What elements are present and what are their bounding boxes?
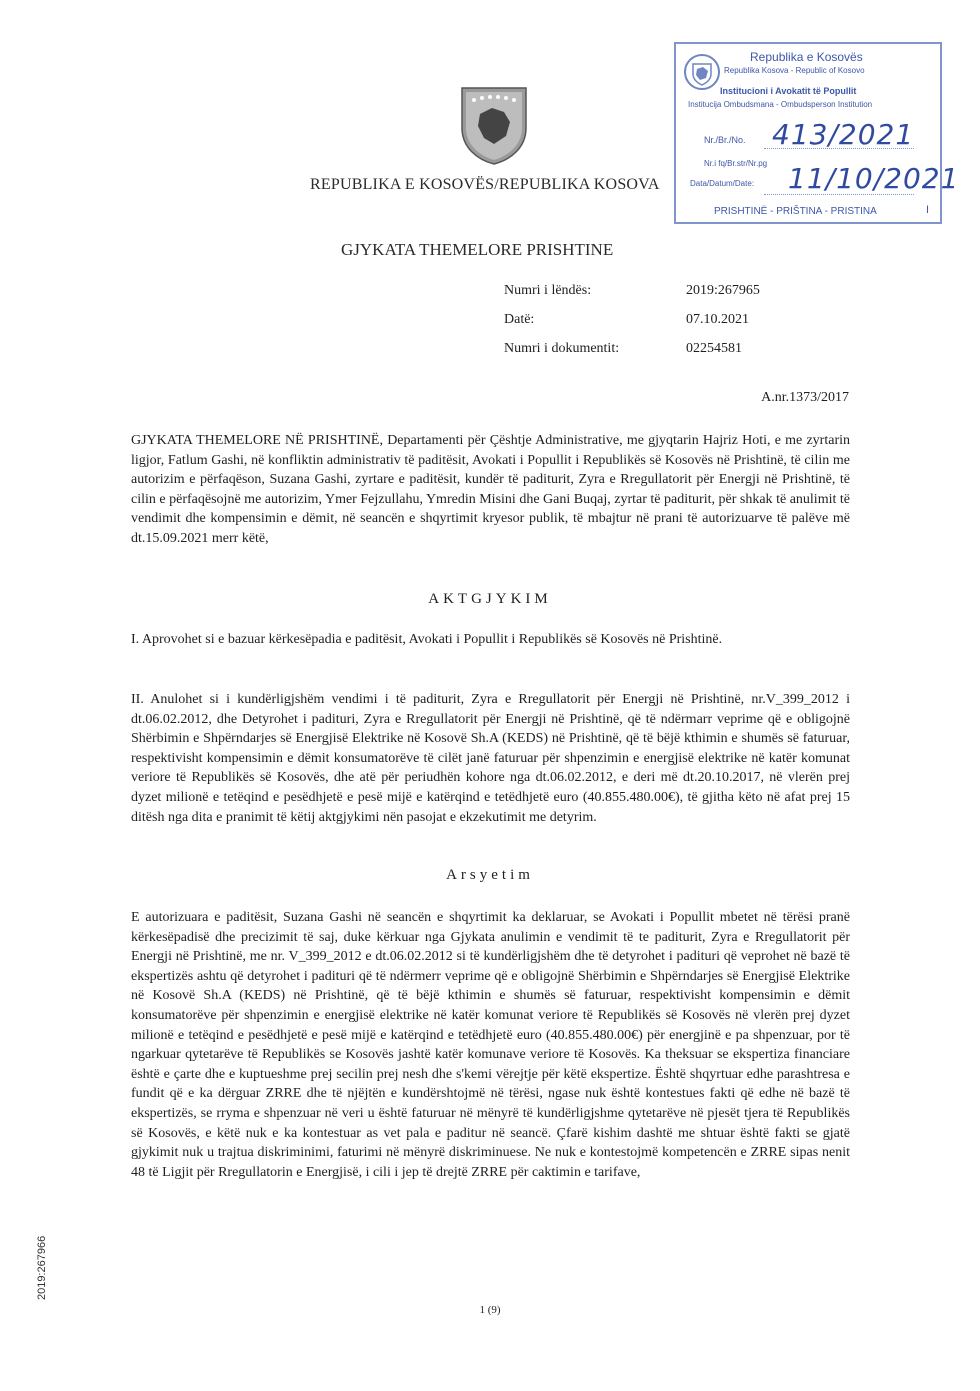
case-meta-value: 02254581 <box>686 341 742 356</box>
stamp-ref-label: Nr.i fq/Br.str/Nr.pg <box>704 159 768 168</box>
stamp-republic-sub: Republika Kosova - Republic of Kosovo <box>724 66 865 75</box>
stamp-nr-label: Nr./Br./No. <box>704 135 746 145</box>
ruling-paragraph-1: I. Aprovohet si e bazuar kërkesëpadia e paditësit, Avokati i Popullit i Republikës së Kosovës në Prishtinë. <box>131 632 723 647</box>
case-meta-label: Datë: <box>504 312 535 327</box>
ombudsperson-stamp <box>674 42 960 224</box>
side-document-number: 2019:267966 <box>36 1235 48 1300</box>
case-meta-value: 2019:267965 <box>686 283 760 298</box>
ruling-paragraph-2: II. Anulohet si i kundërligjshëm vendimi i të paditurit, Zyra e Rregullatorit për Energji në Prishtinë, nr.V_399_2012 i dt.06.02.2012, dhe Detyrohet i padituri, Zyra e Rregullatorit për Energji në Prishtinë, që të ndërmarr veprime që e obligojnë Shërbimin e Shpërndarjes së Energjisë Elektrike në Kosovë Sh.A (KEDS) në Prishtinë, që të bëjë kthimin e shumës së faturuar, respektivisht kompensimin e dëmit konsumatorëve të cilët janë faturuar për shpenzimin e energjisë elektrike në katër komunat veriore të Republikës së Kosovës, dhe atë për periudhën kohore nga dt.06.02.2012, e deri më dt.20.10.2017, në vlerën prej dyzet milionë e tetëqind e pesëdhjetë e pesë mijë e katërqind e tetëdhjetë euro (40.855.480.00€), të gjitha këto në afat prej 15 ditësh nga dita e pranimit të këtij aktgjykimi nën pasojat e ekzekutimit me detyrim. <box>131 692 850 825</box>
stamp-emblem-icon <box>682 52 722 92</box>
stamp-nr-value: 413/2021 <box>772 118 915 151</box>
stamp-date-value: 11/10/2021 <box>788 162 960 195</box>
republic-title: REPUBLIKA E KOSOVËS/REPUBLIKA KOSOVA <box>310 176 660 193</box>
stamp-republic: Republika e Kosovës <box>750 50 863 64</box>
case-meta-value: 07.10.2021 <box>686 312 749 327</box>
kosovo-emblem-icon <box>458 84 530 166</box>
court-title: GJYKATA THEMELORE PRISHTINE <box>341 240 614 259</box>
stamp-divider <box>764 194 914 195</box>
case-meta-label: Numri i lëndës: <box>504 283 592 298</box>
stamp-city: PRISHTINË - PRIŠTINA - PRISTINA <box>714 206 877 217</box>
reasoning-paragraph: E autorizuara e paditësit, Suzana Gashi në seancën e shqyrtimit ka deklaruar, se Avokati i Popullit mbetet në tërësi pranë kërkesëpadisë dhe precizimit të saj, duke kërkuar nga Gjykata anulimin e vendimit të te paditurit, Zyra e Rregullatorit për Energji në Prishtinë, me nr. V_399_2012 e dt.06.02.2012 si të kundërligjshëm dhe të detyrohet i padituri që veprohet në bazë të ekspertizës ashtu që detyrohet i padituri që të ndërmerr veprime që e obligojnë Shërbimin e Shpërndarjes së Energjisë Elektrike në Kosovë Sh.A (KEDS) në Prishtinë, që të bëjë kthimin e shumës së faturuar, respektivisht kompensimin e dëmit konsumatorëve për shpenzimin e energjisë elektrike në katër komunat veriore të Republikës së Kosovës në vlerën prej dyzet milionë e tetëqind e pesëdhjetë e pesë mijë e katërqind e tetëdhjetë euro (40.855.480.00€) për energjinë e pa shpenzuar, por të ngarkuar qytetarëve të Republikës se Kosovës jashtë katër komunave veriore të Kosovës. Ka theksuar se ekspertiza financiare është e çarte dhe e kuptueshme prej secilin prej nesh dhe s'kemi vërejtje për këtë ekspertize. Është shqyrtuar edhe parashtresa e fundit që e ka dërguar ZRRE dhe të njëjtën e kundërshtojmë në tërësi, ngase nuk është kontestues fakti që edhe në bazë të ekspertizës, se rryma e shpenzuar në veri u është faturuar në mënyrë të kundërligjshme qytetarëve në pjesët tjera të Republikës së Kosovës, e këtë nuk e ka kontestuar as vet pala e paditur në seancë. Çfarë kishim dashtë me shtuar është fakti se gjatë gjykimit nuk u trajtua diskriminimi, faturimi në mënyrë diskriminuese. Ne nuk e kontestojmë kompetencën e ZRRE sipas nenit 48 të Ligjit për Rregullatorin e Energjisë, i cili i jep të drejtë ZRRE për caktimin e tarifave, <box>131 910 850 1180</box>
reasoning-heading: Arsyetim <box>446 867 534 883</box>
stamp-institution: Institucioni i Avokatit të Popullit <box>720 86 857 96</box>
judgment-heading: AKTGJYKIM <box>428 591 552 607</box>
case-meta-row <box>504 341 804 370</box>
stamp-institution-sub: Institucija Ombudsmana - Ombudsperson Institution <box>688 100 873 109</box>
case-reference: A.nr.1373/2017 <box>761 390 849 405</box>
case-meta-label: Numri i dokumentit: <box>504 341 620 356</box>
case-meta-row <box>504 283 804 312</box>
case-meta <box>504 283 804 370</box>
case-meta-row <box>504 312 804 341</box>
intro-paragraph: GJYKATA THEMELORE NË PRISHTINË, Departamenti për Çështje Administrative, me gjyqtarin Hajriz Hoti, e me zyrtarin ligjor, Fatlum Gashi, në konfliktin administrativ të paditësit, Avokati i Popullit i Republikës së Kosovës në Prishtinë, të cilin me autorizim e përfaqëson, Suzana Gashi, zyrtare e paditësit, kundër të paditurit, Zyra e Rregullatorit për Energji në Prishtinë, të cilin e përfaqësojnë me autorizim, Ymer Fejzullahu, Ymredin Misini dhe Gani Buqaj, zyrtar të paditurit, për shkak të anulimit të vendimit dhe kompensimin e dëmit, në seancën e shqyrtimit kryesor publik, të mbajtur në prani të autorizuarve të palëve më dt.15.09.2021 merr këtë, <box>131 433 850 546</box>
page-number: 1 (9) <box>479 1304 501 1316</box>
stamp-divider <box>764 148 914 149</box>
stamp-date-label: Data/Datum/Date: <box>690 179 755 188</box>
stamp-mark: I <box>926 204 930 216</box>
